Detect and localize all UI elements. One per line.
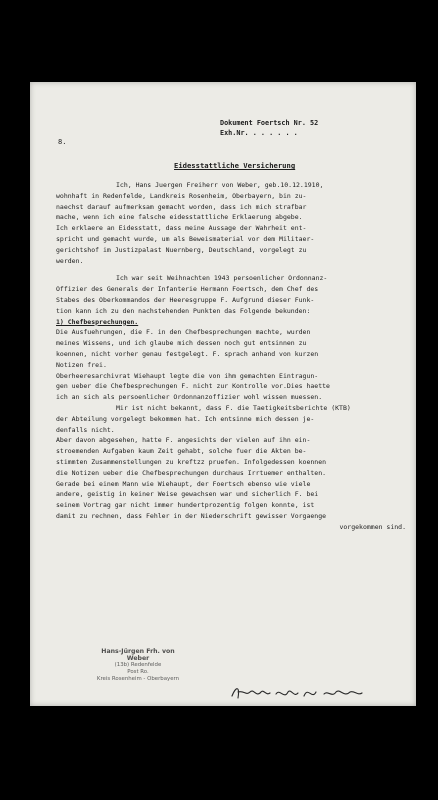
stamp-line: Hans-Jürgen Frh. von Weber (101, 648, 175, 662)
stamp-line: Kreis Rosenheim - Oberbayern (96, 676, 180, 682)
body-line: der Abteilung vorgelegt bekommen hat. Ich entsinne mich dessen je- (56, 414, 315, 423)
document-title: Eidesstattliche Versicherung (174, 161, 296, 170)
body-line: ich an sich als persoenlicher Ordonnanzoffizier wohl wissen muessen. (56, 393, 323, 402)
stamp-line: (13b) Redenfelde (114, 662, 162, 668)
body-line: koennen, nicht vorher genau festgelegt. F. sprach anhand von kurzen (56, 349, 319, 358)
doc-ref: Dokument Foertsch Nr. 52 (220, 119, 319, 127)
exh-ref: Exh.Nr. . . . . . . (220, 129, 298, 137)
body-line: Ich war seit Weihnachten 1943 persoenlicher Ordonnanz- (116, 274, 328, 283)
body-line: Ich, Hans Juergen Freiherr von Weber, geb.10.12.1910, (116, 181, 324, 189)
page-number: 8. (58, 138, 67, 146)
body-line: Mir ist nicht bekannt, dass F. die Taetigkeitsberichte (KTB) (116, 403, 351, 412)
body-line: Offizier des Generals der Infanterie Hermann Foertsch, dem Chef des (56, 285, 319, 294)
handwritten-signature-icon (228, 680, 368, 706)
body-line: stroemenden Aufgaben kaum Zeit gehabt, solche fuer die Akten be- (56, 447, 307, 456)
paragraph-gap (56, 266, 406, 273)
document-body (56, 180, 406, 533)
body-line: Gerade bei einem Mann wie Wiehaupt, der Foertsch ebenso wie viele (56, 479, 311, 488)
body-line: naechst darauf aufmerksam gemacht worden, dass ich mich strafbar (56, 202, 307, 211)
body-line: tion kann ich zu den nachstehenden Punkten das Folgende bekunden: (56, 306, 311, 315)
body-line: mache, wenn ich eine falsche eidesstattliche Erklaerung abgebe. (56, 213, 303, 222)
body-line: Notizen frei. (56, 360, 107, 369)
body-line: spricht und gemacht wurde, um als Beweismaterial vor dem Militaer- (56, 234, 315, 243)
stamp-line: Post Ro. (127, 669, 149, 675)
body-line: Aber davon abgesehen, hatte F. angesichts der vielen auf ihn ein- (56, 436, 311, 445)
body-line: Ich erklaere an Eidesstatt, dass meine Aussage der Wahrheit ent- (56, 224, 307, 233)
body-line: wohnhaft in Redenfelde, Landkreis Rosenheim, Oberbayern, bin zu- (56, 191, 307, 200)
body-line: Oberheeresarchivrat Wiehaupt legte die von ihm gemachten Eintragun- (56, 371, 319, 380)
address-stamp (90, 648, 186, 698)
body-line: seinem Vortrag gar nicht immer hundertprozentig folgen konnte, ist (56, 501, 315, 510)
body-line: denfalls nicht. (56, 425, 115, 434)
body-line: vorgekommen sind. (339, 522, 406, 531)
document-reference (220, 118, 318, 138)
body-line: andere, geistig in keiner Weise gewachsen war und sicherlich F. bei (56, 490, 319, 499)
body-line: werden. (56, 256, 84, 265)
body-line: Stabes des Oberkommandos der Heeresgruppe F. Aufgrund dieser Funk- (56, 295, 315, 304)
body-line: gen ueber die Chefbesprechungen F. nicht zur Kontrolle vor.Dies haette (56, 382, 330, 391)
section-heading: 1) Chefbesprechungen. (56, 317, 139, 326)
body-line: Die Ausfuehrungen, die F. in den Chefbesprechungen machte, wurden (56, 328, 311, 337)
body-line: meines Wissens, und ich glaube mich dessen noch gut entsinnen zu (56, 339, 307, 348)
body-line: damit zu rechnen, dass Fehler in der Niederschrift gewisser Vorgaenge (56, 511, 327, 520)
body-line: stimmten Zusammenstellungen zu kreftzz pruefen. Infolgedessen koennen (56, 457, 327, 466)
body-line: die Notizen ueber die Chefbesprechungen durchaus Irrtuemer enthalten. (56, 468, 327, 477)
body-line: gerichtshof im Justizpalast Nuernberg, Deutschland, vorgelegt zu (56, 245, 307, 254)
document-page (30, 82, 416, 706)
